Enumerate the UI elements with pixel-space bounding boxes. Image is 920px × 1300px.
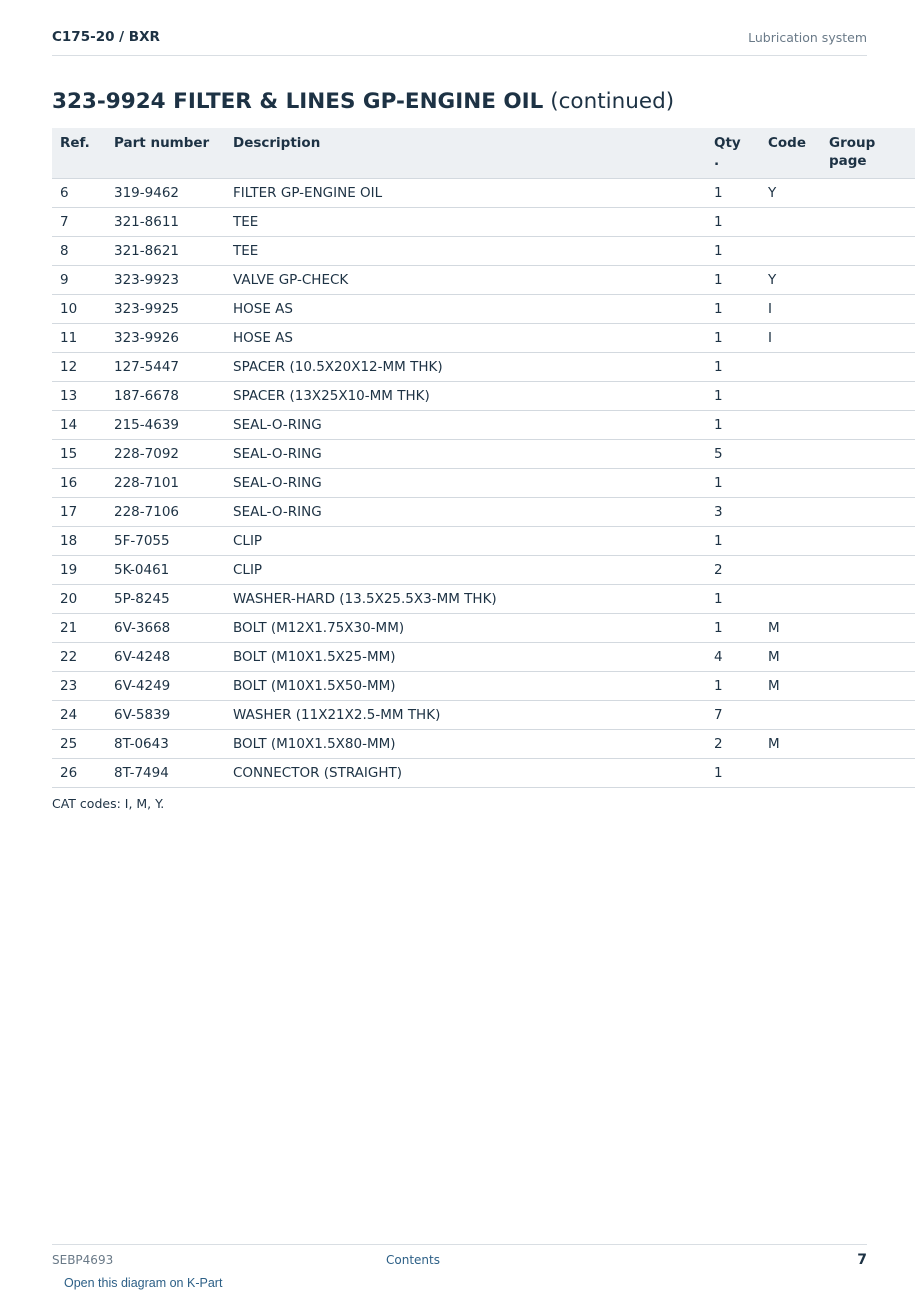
- cell-group-page: [821, 469, 915, 498]
- page-footer: [52, 1244, 867, 1275]
- cell-ref: 10: [52, 295, 106, 324]
- cell-ref: 17: [52, 498, 106, 527]
- cell-description: VALVE GP-CHECK: [225, 266, 706, 295]
- cell-ref: 13: [52, 382, 106, 411]
- cell-part-number: 323-9926: [106, 324, 225, 353]
- table-row: [52, 759, 915, 788]
- cell-description: HOSE AS: [225, 324, 706, 353]
- cell-qty: 1: [706, 585, 760, 614]
- cell-code: [760, 498, 821, 527]
- table-row: [52, 469, 915, 498]
- cell-description: HOSE AS: [225, 295, 706, 324]
- cell-description: BOLT (M10X1.5X80-MM): [225, 730, 706, 759]
- cell-code: M: [760, 614, 821, 643]
- cell-qty: 1: [706, 759, 760, 788]
- cell-code: [760, 469, 821, 498]
- table-row: [52, 701, 915, 730]
- cell-qty: 1: [706, 266, 760, 295]
- document-id: SEBP4693: [52, 1253, 114, 1267]
- table-row: [52, 498, 915, 527]
- cell-ref: 11: [52, 324, 106, 353]
- cell-ref: 6: [52, 179, 106, 208]
- table-row: [52, 643, 915, 672]
- cell-code: Y: [760, 266, 821, 295]
- cell-code: I: [760, 324, 821, 353]
- cell-code: [760, 527, 821, 556]
- cell-group-page: [821, 701, 915, 730]
- cell-code: [760, 556, 821, 585]
- cell-ref: 23: [52, 672, 106, 701]
- cell-part-number: 5F-7055: [106, 527, 225, 556]
- cell-qty: 3: [706, 498, 760, 527]
- cell-description: SPACER (10.5X20X12-MM THK): [225, 353, 706, 382]
- title-suffix: (continued): [550, 89, 675, 114]
- cell-qty: 7: [706, 701, 760, 730]
- title-main: 323-9924 FILTER & LINES GP-ENGINE OIL: [52, 89, 544, 114]
- cell-description: TEE: [225, 208, 706, 237]
- cell-part-number: 8T-0643: [106, 730, 225, 759]
- cell-ref: 21: [52, 614, 106, 643]
- cell-qty: 1: [706, 324, 760, 353]
- cell-part-number: 5P-8245: [106, 585, 225, 614]
- cell-code: [760, 208, 821, 237]
- col-header-qty: Qty .: [706, 128, 760, 179]
- table-row: [52, 295, 915, 324]
- cell-ref: 14: [52, 411, 106, 440]
- cell-qty: 1: [706, 614, 760, 643]
- cell-code: [760, 353, 821, 382]
- cell-part-number: 6V-4249: [106, 672, 225, 701]
- cell-group-page: [821, 614, 915, 643]
- col-header-description: Description: [225, 128, 706, 179]
- cell-ref: 19: [52, 556, 106, 585]
- table-row: [52, 672, 915, 701]
- table-row: [52, 614, 915, 643]
- table-row: [52, 527, 915, 556]
- page-number: 7: [857, 1252, 867, 1268]
- cell-ref: 20: [52, 585, 106, 614]
- cell-ref: 25: [52, 730, 106, 759]
- cell-qty: 2: [706, 556, 760, 585]
- cell-part-number: 6V-3668: [106, 614, 225, 643]
- cell-group-page: [821, 556, 915, 585]
- cell-qty: 1: [706, 411, 760, 440]
- cell-qty: 1: [706, 208, 760, 237]
- cell-description: SEAL-O-RING: [225, 411, 706, 440]
- cell-ref: 24: [52, 701, 106, 730]
- cell-ref: 8: [52, 237, 106, 266]
- cell-part-number: 228-7106: [106, 498, 225, 527]
- cell-ref: 15: [52, 440, 106, 469]
- cell-part-number: 6V-5839: [106, 701, 225, 730]
- model-label: C175-20 / BXR: [52, 29, 160, 45]
- cell-code: [760, 237, 821, 266]
- table-row: [52, 730, 915, 759]
- table-row: [52, 324, 915, 353]
- cell-code: [760, 382, 821, 411]
- cell-ref: 9: [52, 266, 106, 295]
- table-row: [52, 411, 915, 440]
- cell-group-page: [821, 730, 915, 759]
- cell-description: SEAL-O-RING: [225, 469, 706, 498]
- cell-part-number: 6V-4248: [106, 643, 225, 672]
- table-row: [52, 266, 915, 295]
- cell-code: M: [760, 643, 821, 672]
- cell-part-number: 187-6678: [106, 382, 225, 411]
- cell-description: CLIP: [225, 556, 706, 585]
- section-label: Lubrication system: [748, 30, 867, 45]
- cell-qty: 1: [706, 179, 760, 208]
- cell-group-page: [821, 759, 915, 788]
- table-row: [52, 585, 915, 614]
- cell-qty: 1: [706, 527, 760, 556]
- contents-link[interactable]: Contents: [386, 1253, 440, 1267]
- table-row: [52, 208, 915, 237]
- col-header-group-page: Group page: [821, 128, 915, 179]
- cell-part-number: 323-9923: [106, 266, 225, 295]
- cell-description: WASHER (11X21X2.5-MM THK): [225, 701, 706, 730]
- cell-qty: 1: [706, 353, 760, 382]
- cell-ref: 18: [52, 527, 106, 556]
- parts-table-body: [52, 179, 915, 788]
- cell-group-page: [821, 179, 915, 208]
- cell-group-page: [821, 440, 915, 469]
- page-title: [52, 89, 674, 114]
- cell-code: [760, 440, 821, 469]
- table-row: [52, 382, 915, 411]
- cell-code: [760, 759, 821, 788]
- cell-part-number: 215-4639: [106, 411, 225, 440]
- cell-group-page: [821, 324, 915, 353]
- cell-code: M: [760, 672, 821, 701]
- cell-group-page: [821, 411, 915, 440]
- cell-description: SPACER (13X25X10-MM THK): [225, 382, 706, 411]
- table-row: [52, 179, 915, 208]
- cell-qty: 1: [706, 382, 760, 411]
- cell-ref: 22: [52, 643, 106, 672]
- cell-description: BOLT (M10X1.5X50-MM): [225, 672, 706, 701]
- cell-description: CONNECTOR (STRAIGHT): [225, 759, 706, 788]
- cell-part-number: 8T-7494: [106, 759, 225, 788]
- cell-group-page: [821, 266, 915, 295]
- cell-group-page: [821, 237, 915, 266]
- cell-description: SEAL-O-RING: [225, 440, 706, 469]
- cell-qty: 1: [706, 469, 760, 498]
- table-row: [52, 440, 915, 469]
- cell-code: Y: [760, 179, 821, 208]
- cell-description: BOLT (M10X1.5X25-MM): [225, 643, 706, 672]
- cell-group-page: [821, 527, 915, 556]
- cell-qty: 1: [706, 237, 760, 266]
- cell-description: BOLT (M12X1.75X30-MM): [225, 614, 706, 643]
- cell-part-number: 321-8621: [106, 237, 225, 266]
- cell-group-page: [821, 585, 915, 614]
- cell-description: CLIP: [225, 527, 706, 556]
- cell-part-number: 319-9462: [106, 179, 225, 208]
- cell-ref: 12: [52, 353, 106, 382]
- col-header-ref: Ref.: [52, 128, 106, 179]
- table-header-row: [52, 128, 915, 179]
- cell-ref: 7: [52, 208, 106, 237]
- cell-part-number: 127-5447: [106, 353, 225, 382]
- cell-ref: 16: [52, 469, 106, 498]
- table-row: [52, 556, 915, 585]
- page-header: [52, 27, 867, 56]
- cell-group-page: [821, 672, 915, 701]
- col-header-code: Code: [760, 128, 821, 179]
- cell-qty: 1: [706, 672, 760, 701]
- cell-description: SEAL-O-RING: [225, 498, 706, 527]
- open-diagram-kpart-link[interactable]: Open this diagram on K-Part: [64, 1276, 223, 1290]
- cell-description: WASHER-HARD (13.5X25.5X3-MM THK): [225, 585, 706, 614]
- cell-group-page: [821, 643, 915, 672]
- cell-qty: 1: [706, 295, 760, 324]
- cell-description: FILTER GP-ENGINE OIL: [225, 179, 706, 208]
- cell-group-page: [821, 295, 915, 324]
- cell-code: M: [760, 730, 821, 759]
- cell-group-page: [821, 353, 915, 382]
- cell-part-number: 228-7092: [106, 440, 225, 469]
- cell-description: TEE: [225, 237, 706, 266]
- cell-qty: 4: [706, 643, 760, 672]
- cell-part-number: 228-7101: [106, 469, 225, 498]
- cell-code: [760, 701, 821, 730]
- table-row: [52, 237, 915, 266]
- cell-part-number: 321-8611: [106, 208, 225, 237]
- table-row: [52, 353, 915, 382]
- col-header-part-number: Part number: [106, 128, 225, 179]
- cat-codes-note: CAT codes: I, M, Y.: [52, 796, 165, 811]
- cell-ref: 26: [52, 759, 106, 788]
- cell-code: I: [760, 295, 821, 324]
- parts-table: [52, 128, 915, 788]
- cell-qty: 5: [706, 440, 760, 469]
- cell-group-page: [821, 498, 915, 527]
- cell-code: [760, 411, 821, 440]
- cell-code: [760, 585, 821, 614]
- cell-part-number: 323-9925: [106, 295, 225, 324]
- cell-part-number: 5K-0461: [106, 556, 225, 585]
- cell-group-page: [821, 382, 915, 411]
- cell-qty: 2: [706, 730, 760, 759]
- cell-group-page: [821, 208, 915, 237]
